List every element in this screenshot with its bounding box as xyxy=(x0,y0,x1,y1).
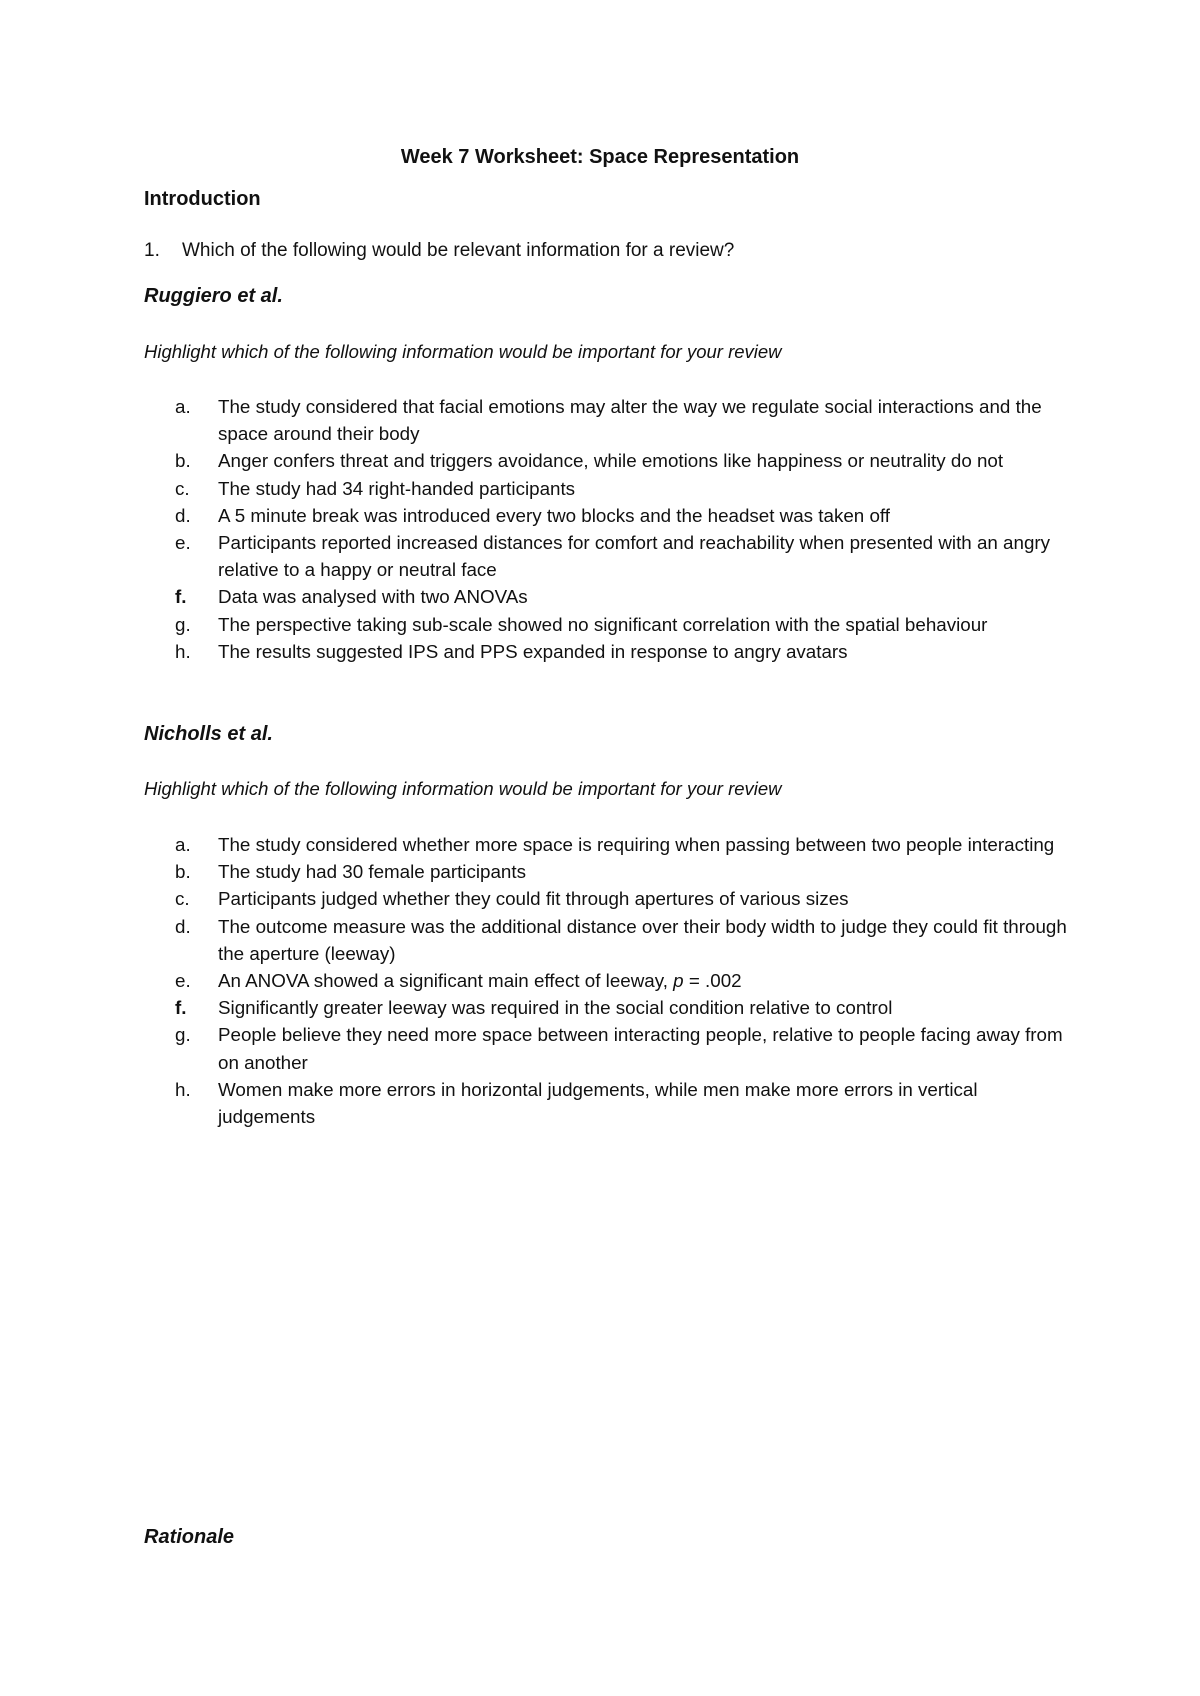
item-letter: h. xyxy=(175,1078,191,1100)
section-heading-ruggiero: Ruggiero et al. xyxy=(144,285,283,307)
list-item xyxy=(175,858,1075,885)
item-letter: a. xyxy=(175,834,191,855)
instruction-ruggiero: Highlight which of the following information would be important for your review xyxy=(144,341,782,362)
list-item xyxy=(175,885,1075,912)
item-letter: g. xyxy=(175,1024,191,1046)
question-number: 1. xyxy=(144,240,160,261)
list-item xyxy=(175,638,1075,665)
list-item xyxy=(175,994,1075,1021)
item-text: The perspective taking sub-scale showed no significant correlation with the spatial behaviour xyxy=(218,613,988,635)
item-text: Significantly greater leeway was required in the social condition relative to control xyxy=(218,997,893,1019)
item-letter: e. xyxy=(175,532,191,554)
item-letter: d. xyxy=(175,504,191,526)
list-item xyxy=(175,583,1075,610)
item-text: People believe they need more space between interacting people, relative to people facing away from on another xyxy=(218,1024,1063,1073)
list-item xyxy=(175,393,1075,447)
item-letter: b. xyxy=(175,861,191,883)
item-text xyxy=(218,967,1075,994)
item-letter: b. xyxy=(175,450,191,472)
list-item xyxy=(175,1021,1075,1075)
section-heading-introduction: Introduction xyxy=(144,188,261,210)
list-item xyxy=(175,502,1075,529)
item-text: The outcome measure was the additional distance over their body width to judge they could fit through the aperture (leeway) xyxy=(218,915,1067,964)
document-title: Week 7 Worksheet: Space Representation xyxy=(400,146,800,168)
item-text: The results suggested IPS and PPS expanded in response to angry avatars xyxy=(218,640,848,662)
question-text: Which of the following would be relevant information for a review? xyxy=(182,240,735,261)
item-text: Data was analysed with two ANOVAs xyxy=(218,586,528,608)
instruction-nicholls: Highlight which of the following information would be important for your review xyxy=(144,778,782,799)
list-item xyxy=(175,913,1075,967)
item-letter: c. xyxy=(175,888,190,910)
ruggiero-list xyxy=(175,393,1075,665)
item-text: The study considered that facial emotions may alter the way we regulate social interactions and the space around their body xyxy=(218,396,1042,445)
item-letter: f. xyxy=(175,997,187,1019)
item-text-part: An ANOVA showed a significant main effect of leeway, xyxy=(218,970,674,992)
item-text-part: = .002 xyxy=(683,970,742,992)
list-item xyxy=(175,831,1075,858)
question-1 xyxy=(144,240,734,262)
item-letter: c. xyxy=(175,477,190,499)
item-text: A 5 minute break was introduced every two blocks and the headset was taken off xyxy=(218,504,890,526)
p-value-symbol: p xyxy=(673,970,684,992)
list-item xyxy=(175,447,1075,474)
section-heading-nicholls: Nicholls et al. xyxy=(144,723,273,745)
nicholls-list xyxy=(175,831,1075,1130)
list-item xyxy=(175,529,1075,583)
item-text: The study considered whether more space is requiring when passing between two people interacting xyxy=(218,834,1055,855)
item-text: Anger confers threat and triggers avoidance, while emotions like happiness or neutrality do not xyxy=(218,450,1004,472)
item-text: Participants judged whether they could fit through apertures of various sizes xyxy=(218,888,849,910)
item-letter: e. xyxy=(175,970,191,992)
section-heading-rationale: Rationale xyxy=(144,1526,235,1548)
list-item xyxy=(175,967,1075,994)
list-item xyxy=(175,475,1075,502)
item-letter: f. xyxy=(175,586,187,608)
list-item xyxy=(175,1076,1075,1130)
item-text: The study had 34 right-handed participants xyxy=(218,477,576,499)
item-letter: d. xyxy=(175,915,191,937)
item-letter: g. xyxy=(175,613,191,635)
item-text: Participants reported increased distances for comfort and reachability when presented with an angry relative to a happy or neutral face xyxy=(218,532,1051,581)
item-text: The study had 30 female participants xyxy=(218,861,526,883)
item-letter: h. xyxy=(175,640,191,662)
item-letter: a. xyxy=(175,396,191,417)
item-text: Women make more errors in horizontal judgements, while men make more errors in vertical judgements xyxy=(218,1078,978,1128)
list-item xyxy=(175,611,1075,638)
